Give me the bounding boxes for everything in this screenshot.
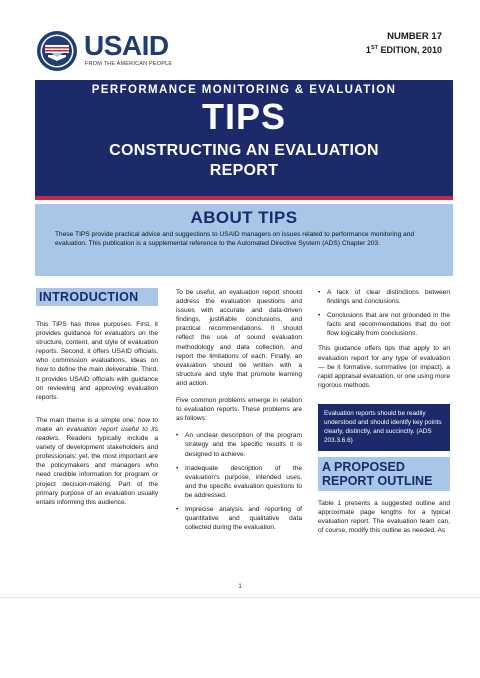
intro-paragraph-1: This TIPS has three purposes. First, it provides guidance for evaluators on the structure, content, and style of evaluation reports. Second, it offers USAID officials, who commission evaluations, ideas on how to define the main deliverable. Third, it provides USAID officials with guidance on reviewing and approving evaluation reports.: [36, 321, 158, 401]
list-item: • Inadequate description of the evaluation's purpose, intended uses, and the specific evaluation questions to be addressed.: [176, 464, 302, 500]
list-item: • An unclear description of the program strategy and the specific results it is designed to achieve.: [176, 431, 302, 458]
col3-paragraph-2: Table 1 presents a suggested outline and approximate page lengths for a typical evaluation report. The evaluation team can, of course, modify this outline as needed. As: [318, 499, 450, 535]
list-item: • Imprecise analysis and reporting of quantitative and qualitative data collected during the evaluation.: [176, 505, 302, 532]
usaid-seal-icon: [36, 30, 78, 72]
about-title: ABOUT TIPS: [190, 208, 298, 227]
edition-label: [366, 45, 442, 55]
logo-wordmark: USAID: [84, 30, 169, 61]
col3-paragraph-1: This guidance offers tips that apply to an evaluation report for any type of evaluation — be it formative, summative (or impact), a rapid appraisal evaluation, or one using more rigorous methods.: [318, 345, 450, 389]
issue-number: NUMBER 17: [387, 31, 442, 42]
col2-paragraph-1: To be useful, an evaluation report should address the evaluation questions and issues with accurate and data-driven findings, justifiable conclusions, and practical recommendations. It should reflect the use of sound evaluation methodology and data collection, and report the limitations of each. Finally, an evaluation should be written with a structure and style that promote learning and action.: [176, 289, 302, 387]
logo-tagline: FROM THE AMERICAN PEOPLE: [85, 61, 173, 67]
about-tips-box: [35, 204, 453, 276]
edition-text: EDITION, 2010: [377, 45, 442, 55]
about-text: These TIPS provide practical advice and suggestions to USAID managers on issues related to performance monitoring and evaluation. This publication is a supplemental reference to the Automated Directive System (ADS) Chapter 203.: [55, 231, 415, 247]
column-3: [318, 288, 450, 543]
column-2: [176, 288, 302, 538]
list-item: • Conclusions that are not grounded in the facts and recommendations that do not flow logically from conclusions.: [318, 311, 450, 338]
intro-p2-italic: how to make an evaluation report useful to its readers.: [36, 416, 158, 443]
introduction-heading: INTRODUCTION: [36, 288, 158, 306]
intro-p2-end: Readers typically include a variety of development stakeholders and professionals; yet, the most important are the policymakers and managers who need credible information for program or project decision-making. Part of the primary purpose of an evaluation usually entails informing this audience.: [36, 435, 158, 506]
report-outline-heading: [318, 457, 450, 491]
document-subtitle-line1: CONSTRUCTING AN EVALUATION: [109, 142, 379, 159]
usaid-logo: [36, 30, 206, 74]
problems-list-continued: [318, 288, 450, 338]
problems-list: [176, 431, 302, 532]
intro-paragraph-2: [36, 416, 158, 507]
title-banner: [35, 80, 453, 200]
edition-superscript: ST: [370, 45, 378, 51]
banner-title: TIPS: [201, 96, 286, 137]
series-title: PERFORMANCE MONITORING & EVALUATION: [91, 84, 397, 96]
page-edge-divider: [0, 597, 480, 598]
column-1: [36, 288, 158, 515]
list-item: • A lack of clear distinctions between findings and conclusions.: [318, 288, 450, 306]
ads-callout-box: Evaluation reports should be readily understood and should identify key points clearly, distinctly, and succinctly. (ADS 203.3.6.6): [318, 404, 450, 451]
document-subtitle-line2: REPORT: [209, 162, 279, 179]
page-number: 1: [238, 583, 242, 590]
edition-number: 1: [365, 45, 371, 55]
report-outline-heading-line2: REPORT OUTLINE: [322, 473, 433, 488]
report-outline-heading-line1: A PROPOSED: [322, 459, 405, 474]
intro-p2-start: The main theme is a simple one:: [36, 416, 138, 424]
col2-paragraph-2: Five common problems emerge in relation to evaluation reports. These problems are as follows:: [176, 397, 302, 423]
